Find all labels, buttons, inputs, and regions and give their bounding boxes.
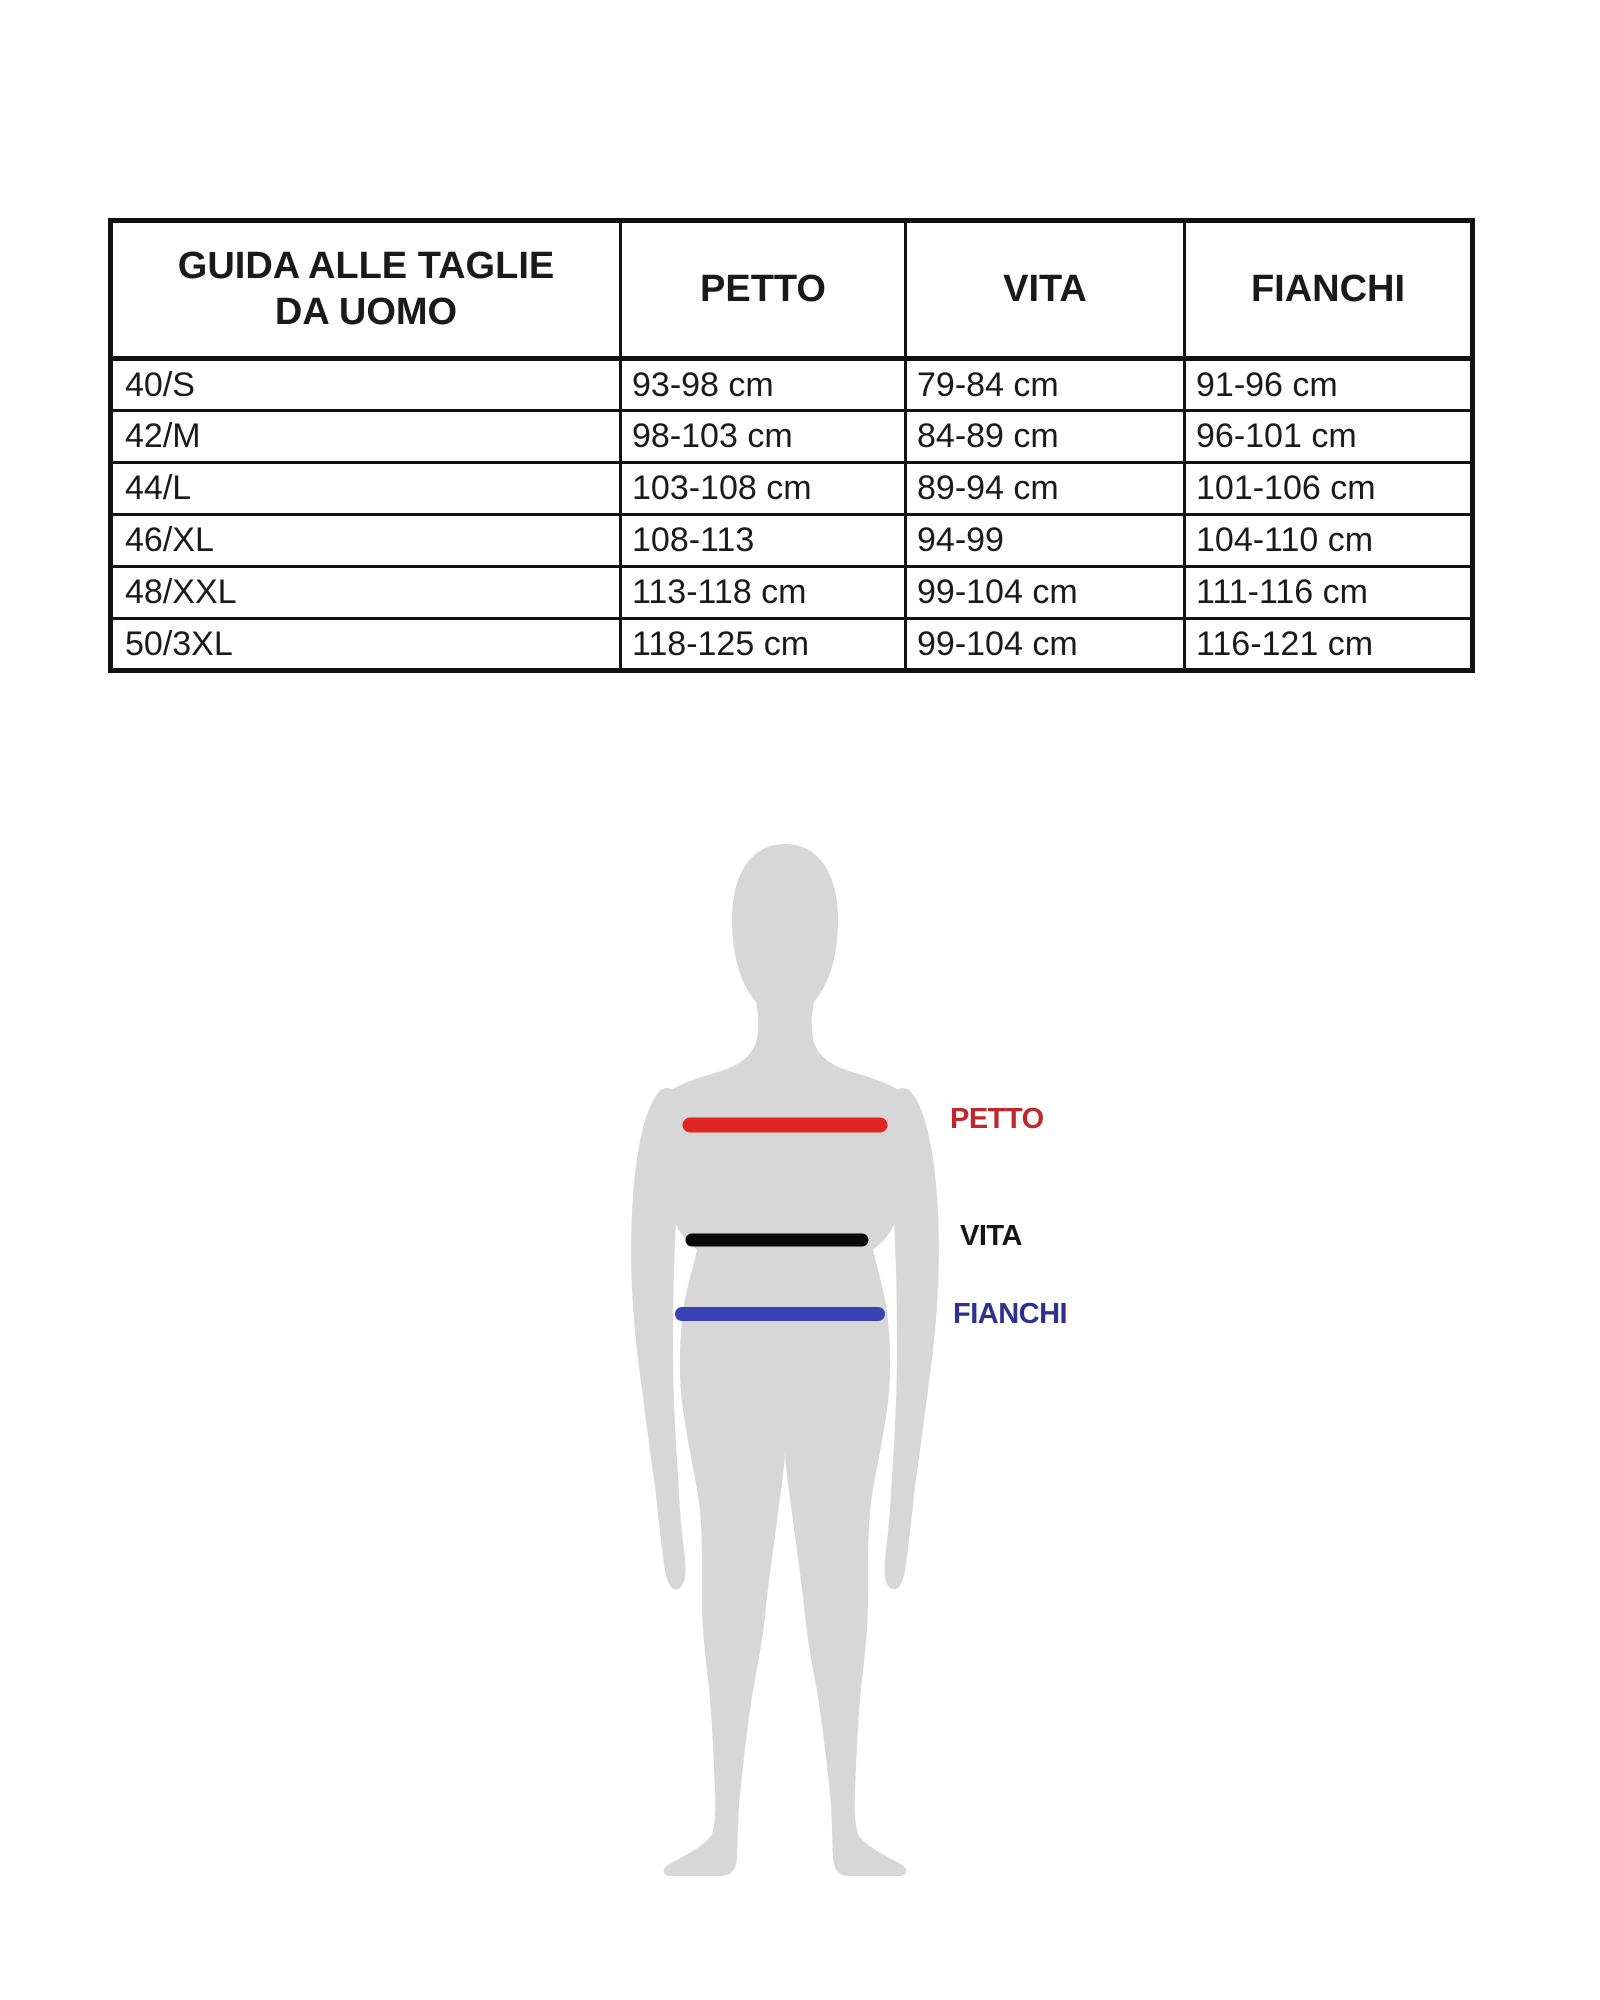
cell-petto: 113-118 cm — [621, 567, 906, 619]
header-cell-size-guide: GUIDA ALLE TAGLIE DA UOMO — [111, 221, 621, 359]
cell-vita: 89-94 cm — [906, 463, 1185, 515]
table-row — [111, 515, 1473, 567]
cell-petto: 98-103 cm — [621, 411, 906, 463]
cell-fianchi: 116-121 cm — [1185, 619, 1473, 671]
right-arm-silhouette — [883, 1088, 939, 1589]
cell-vita: 79-84 cm — [906, 359, 1185, 411]
size-guide-table — [108, 218, 1470, 673]
cell-vita: 99-104 cm — [906, 567, 1185, 619]
header-cell-fianchi: FIANCHI — [1185, 221, 1473, 359]
table-row — [111, 463, 1473, 515]
cell-fianchi: 96-101 cm — [1185, 411, 1473, 463]
table-row — [111, 411, 1473, 463]
fianchi-label: FIANCHI — [953, 1298, 1068, 1330]
table-row — [111, 567, 1473, 619]
cell-fianchi: 111-116 cm — [1185, 567, 1473, 619]
cell-size: 48/XXL — [111, 567, 621, 619]
header-cell-petto: PETTO — [621, 221, 906, 359]
vita-label: VITA — [960, 1220, 1022, 1252]
cell-vita: 94-99 — [906, 515, 1185, 567]
cell-fianchi: 91-96 cm — [1185, 359, 1473, 411]
measurement-diagram — [0, 820, 1600, 1920]
cell-petto: 108-113 — [621, 515, 906, 567]
cell-size: 50/3XL — [111, 619, 621, 671]
left-arm-silhouette — [631, 1088, 687, 1589]
table-row — [111, 359, 1473, 411]
table-header-row — [111, 221, 1473, 359]
header-cell-vita: VITA — [906, 221, 1185, 359]
table-row — [111, 619, 1473, 671]
cell-petto: 118-125 cm — [621, 619, 906, 671]
body-torso-silhouette — [647, 844, 923, 1876]
cell-fianchi: 101-106 cm — [1185, 463, 1473, 515]
cell-size: 44/L — [111, 463, 621, 515]
body-silhouette — [535, 830, 1035, 1880]
cell-size: 46/XL — [111, 515, 621, 567]
cell-vita: 99-104 cm — [906, 619, 1185, 671]
cell-size: 40/S — [111, 359, 621, 411]
cell-petto: 93-98 cm — [621, 359, 906, 411]
cell-vita: 84-89 cm — [906, 411, 1185, 463]
cell-petto: 103-108 cm — [621, 463, 906, 515]
petto-label: PETTO — [950, 1103, 1044, 1135]
cell-fianchi: 104-110 cm — [1185, 515, 1473, 567]
cell-size: 42/M — [111, 411, 621, 463]
